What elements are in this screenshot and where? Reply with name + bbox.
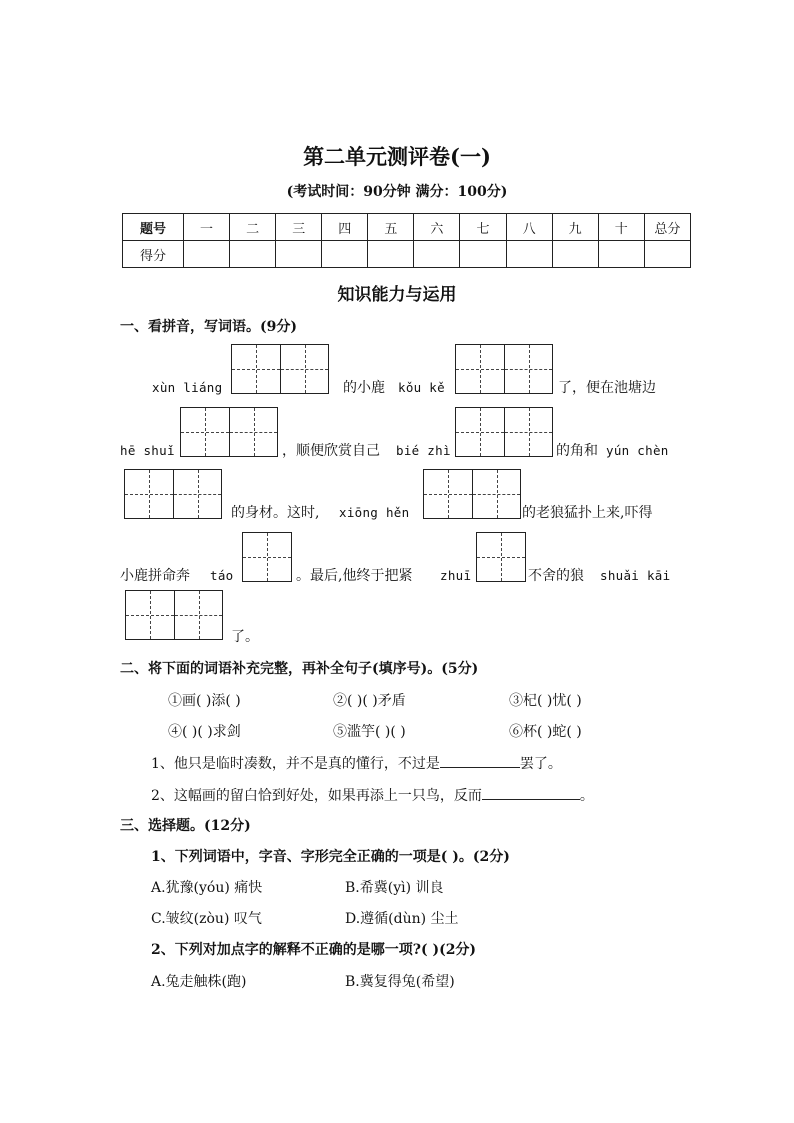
q2-sentence-2 (151, 785, 594, 805)
sentence-text: 罢了。 (519, 756, 562, 772)
sentence-text: 1、他只是临时凑数，并不是真的懂行，不过是 (151, 756, 440, 772)
option-c[interactable]: C.皱纹(zòu) 叹气 (151, 911, 262, 927)
writing-grid[interactable] (180, 407, 278, 457)
idiom-item: ①画( )添( ) (168, 693, 241, 709)
q2-sentence-1 (151, 753, 562, 773)
idiom-item: ⑥杯( )蛇( ) (509, 724, 582, 740)
score-input-cell[interactable] (552, 241, 598, 268)
q3-question-1: 1、下列词语中，字音、字形完全正确的一项是( )。(2分) (151, 849, 510, 865)
pinyin-label: hē shuǐ (120, 443, 175, 458)
idiom-item: ②( )( )矛盾 (333, 693, 406, 709)
writing-grid[interactable] (124, 469, 222, 519)
answer-blank[interactable] (440, 753, 520, 768)
score-table-header-row (123, 214, 691, 241)
q1-heading: 一、看拼音，写词语。(9分) (120, 319, 297, 335)
score-row-label: 得分 (123, 241, 184, 268)
pinyin-label: zhuī (440, 568, 472, 583)
score-input-cell[interactable] (276, 241, 322, 268)
passage-text: 的角和 (556, 443, 598, 459)
score-header-cell: 一 (184, 214, 230, 241)
score-header-cell: 总分 (644, 214, 690, 241)
passage-text: 的身材。这时, (231, 505, 320, 521)
writing-grid[interactable] (455, 407, 553, 457)
score-input-cell[interactable] (598, 241, 644, 268)
score-header-cell: 十 (598, 214, 644, 241)
section-title: 知识能力与运用 (337, 285, 457, 305)
passage-text: 的老狼猛扑上来,吓得 (522, 505, 653, 521)
option-b[interactable]: B.希冀(yì) 训良 (345, 880, 444, 896)
pinyin-label: táo (210, 568, 234, 583)
score-input-cell[interactable] (506, 241, 552, 268)
pinyin-label: xùn liáng (152, 380, 223, 395)
score-header-cell: 三 (276, 214, 322, 241)
passage-text: 不舍的狼 (528, 568, 584, 584)
q2-heading: 二、将下面的词语补充完整，再补全句子(填序号)。(5分) (120, 661, 479, 677)
passage-text: ，顺便欣赏自己 (282, 443, 380, 459)
pinyin-label: bié zhì (396, 443, 451, 458)
score-header-cell: 题号 (123, 214, 184, 241)
score-input-cell[interactable] (322, 241, 368, 268)
writing-grid[interactable] (423, 469, 521, 519)
score-header-cell: 七 (460, 214, 506, 241)
score-header-cell: 五 (368, 214, 414, 241)
score-header-cell: 四 (322, 214, 368, 241)
writing-grid[interactable] (125, 590, 223, 640)
passage-text: 了。 (231, 629, 259, 645)
score-header-cell: 八 (506, 214, 552, 241)
page-title: 第二单元测评卷(一) (303, 144, 491, 169)
score-input-cell[interactable] (184, 241, 230, 268)
answer-blank[interactable] (482, 785, 580, 800)
idiom-item: ③杞( )忧( ) (509, 693, 582, 709)
pinyin-label: xiōng hěn (339, 505, 410, 520)
exam-info: (考试时间：90分钟 满分：100分) (286, 184, 508, 200)
passage-text: 的小鹿 (343, 380, 385, 396)
score-input-cell[interactable] (460, 241, 506, 268)
writing-grid[interactable] (242, 532, 292, 582)
score-table-score-row (123, 241, 691, 268)
passage-text: 了，便在池塘边 (558, 380, 656, 396)
score-table (122, 213, 691, 268)
score-header-cell: 二 (230, 214, 276, 241)
score-input-cell[interactable] (230, 241, 276, 268)
sentence-text: 2、这幅画的留白恰到好处，如果再添上一只鸟，反而 (151, 788, 482, 804)
option-a[interactable]: A.兔走触株(跑) (151, 974, 247, 990)
option-d[interactable]: D.遵循(dùn) 尘土 (345, 911, 459, 927)
writing-grid[interactable] (476, 532, 526, 582)
passage-text: 小鹿拼命奔 (120, 568, 190, 584)
score-input-cell[interactable] (368, 241, 414, 268)
pinyin-label: kǒu kě (398, 380, 445, 395)
score-input-cell[interactable] (644, 241, 690, 268)
sentence-text: 。 (579, 788, 594, 804)
passage-text: 。最后,他终于把紧 (296, 568, 413, 584)
q3-heading: 三、选择题。(12分) (120, 818, 251, 834)
writing-grid[interactable] (231, 344, 329, 394)
score-header-cell: 六 (414, 214, 460, 241)
pinyin-label: shuǎi kāi (600, 568, 671, 583)
q3-question-2: 2、下列对加点字的解释不正确的是哪一项?( )(2分) (151, 942, 477, 958)
option-b[interactable]: B.冀复得兔(希望) (345, 974, 455, 990)
writing-grid[interactable] (455, 344, 553, 394)
pinyin-label: yún chèn (606, 443, 669, 458)
idiom-item: ④( )( )求剑 (168, 724, 241, 740)
option-a[interactable]: A.犹豫(yóu) 痛快 (151, 880, 263, 896)
score-header-cell: 九 (552, 214, 598, 241)
score-input-cell[interactable] (414, 241, 460, 268)
idiom-item: ⑤滥竽( )( ) (333, 724, 406, 740)
